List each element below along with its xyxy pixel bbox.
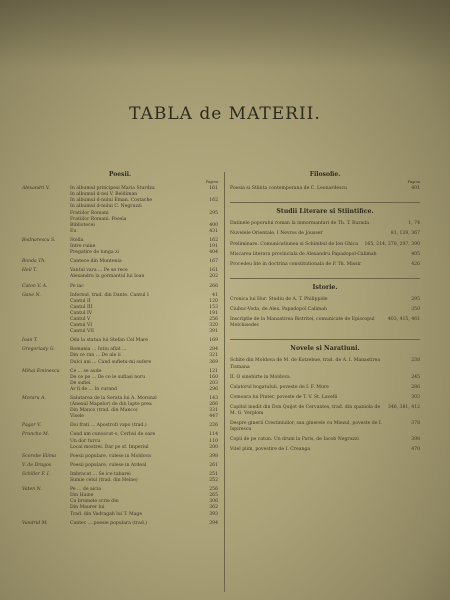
toc-entry-page: 161 [209,186,218,192]
toc-entry-page: 266 [209,283,218,289]
toc-entries [70,432,218,450]
toc-entry-page: 398 [411,437,420,443]
toc-entry-page: 362 [209,505,218,511]
toc-entry [70,521,218,527]
toc-entry-page: 426 [411,261,420,267]
toc-entries [70,284,218,290]
toc-author-group [22,338,218,344]
toc-entry [230,186,420,192]
toc-entry [230,437,420,443]
toc-entry-page: 153 [209,304,218,310]
toc-entry [70,463,218,469]
toc-entry-page: 331 [209,408,218,414]
toc-entry-page: 41 [212,292,218,298]
toc-entry-title: Procedeu lite in doctrina constitutionala de P. Th. Missir [230,261,362,267]
novele-heading: Novele si Naratiuni. [290,345,360,353]
toc-entry-title: Trad. din Vadragah lui T. Mage [70,511,143,517]
toc-entry-page: 121 [209,368,218,374]
istorie-list [230,297,420,329]
toc-entry-title: In albumul d-nei V. Beldiman [70,192,138,198]
toc-entries [70,338,218,344]
toc-entries [70,521,218,527]
toc-entry-title: Nuvelele Orientale. I Nevros de Jousser [230,231,323,237]
toc-entry-title: Cantul II [70,298,91,304]
toc-entry-page: 295 [209,210,218,216]
toc-entry-page: 447 [209,414,218,420]
toc-entry-title: Cantece din Muntenia [70,259,122,265]
toc-entry-page: 321 [209,353,218,359]
toc-entry-title: Din Maurer lui [70,505,105,511]
toc-entry-title: Din ce ran ... De ale ii [70,353,121,359]
toc-entry-page: 306 [209,499,218,505]
toc-entry [230,385,420,391]
toc-entry-page: 191 [209,310,218,316]
toc-entry-title: Ce ... se aude [70,368,102,374]
toc-entry-page: 400 [209,222,218,228]
toc-entry-title: Cand am cunoscut-o, Cerbul de oare [70,432,156,438]
toc-author: Scorobe Elima [22,453,56,459]
toc-entry-title: Romania ... Intiu aflat ... [70,347,127,353]
toc-entry-page: 431 [209,228,218,234]
toc-entry-title: Copii de pe catun. Un drum la Paris, de Iacob Negruzzi [230,437,359,443]
toc-entry-page: 398 [209,453,218,459]
toc-author-group [22,284,218,290]
toc-entry-page: 143 [209,396,218,401]
toc-author-group [22,396,218,420]
toc-entries [70,463,218,469]
toc-entry [230,447,420,453]
toc-entry [230,262,420,268]
toc-author: Bodnarescu S. [22,237,56,243]
toc-entry [70,250,218,256]
toc-entry [70,445,218,451]
toc-entry [230,317,420,329]
toc-entry [230,242,420,248]
toc-entry-title: Dulci ani ... Cand sufletu-mi sufere [70,359,152,365]
toc-entry-title: Ciubuc-Voda, de Alex. Papadopol Calimah [230,307,327,313]
toc-entry [70,512,218,518]
toc-entry-title: (Anexul Mapelor) de din lapte prea [70,402,152,408]
toc-entry-title: Vitel plim, povestire de I. Creanga [230,447,311,453]
toc-entry-page: 296 [209,386,218,392]
toc-entry-page: 203 [209,380,218,386]
toc-entry-title: Cantul III [70,304,93,310]
toc-author-group [22,521,218,527]
prose-column [230,172,420,463]
toc-entry-page: 378 [411,421,420,427]
toc-entry-page: 120 [209,298,218,304]
toc-entry-title: Fratiilor Romani [70,210,109,216]
toc-author: Vaten N. [22,487,42,493]
toc-entry-page: 391 [209,329,218,335]
column-divider [224,172,225,592]
pagina-label-left: Pagina [205,180,218,185]
toc-entry-title: Pe ... de aicia [70,487,102,493]
toc-entry-title: Calatorul bogatuluii, poveste de I. F. Mure [230,384,329,390]
toc-author: Ioan T. [22,338,38,344]
toc-entry-title: Infernul, trad. din Dante. Cantul I [70,292,149,298]
toc-entry-title: In albumul principesi Maria Sturdza [70,186,155,192]
toc-entry [70,454,218,460]
toc-author: Schiller F. I. [22,471,51,477]
toc-entry-title: Din Manco (trad. din Manco) [70,408,138,414]
toc-entry-page: 162 [209,198,218,204]
toc-entry [70,423,218,429]
toc-entry [70,284,218,290]
toc-entry-page: 165, 214, 270, 297, 390 [364,241,420,247]
toc-author-group [22,423,218,429]
toc-author-group [22,487,218,517]
toc-entry-page: 346, 381, 412 [387,404,420,410]
toc-entry-page: 200 [209,444,218,450]
toc-entry [230,297,420,303]
toc-author-group [22,186,218,235]
poesii-heading: Poesii. [108,171,132,178]
toc-entry-title: Fratiilor Romani. Poesia [70,216,127,222]
toc-entries [70,369,218,393]
toc-entry-page: 245 [411,374,420,380]
toc-entry-page: 303 [411,394,420,400]
toc-entry [70,259,218,265]
toc-author-group [22,472,218,484]
toc-entry [230,231,420,237]
toc-entry-page: 369 [209,359,218,365]
toc-entry-title: Cantul IV [70,310,93,316]
toc-entry-title: Pregatire de lunga zi [70,250,119,256]
toc-author-group [22,369,218,393]
toc-entry-title: Pe lac [70,283,84,289]
toc-entry-title: Cronica lui Hur. Studiu de A. T. Philippide [230,296,328,302]
toc-entry-page: 350 [411,307,420,313]
toc-entry-page: 286 [411,384,420,390]
toc-entry-title: Local mostrei. Dar pe sf. Imperiul [70,444,149,450]
toc-entry [70,329,218,335]
toc-entry-title: Doi frati ... Apostrofi vapo (trad.) [70,423,147,429]
toc-entries [70,186,218,235]
toc-author: Bonda Th. [22,259,46,265]
toc-entry-title: Miscarea literara provinciala de Alexandru Papadopol-Calimah [230,251,377,257]
page-title: TABLA de MATERII. [129,104,321,124]
toc-entry-page: 265 [209,493,218,499]
toc-entry-page: 266 [209,402,218,408]
toc-entries [70,423,218,429]
toc-entry [70,387,218,393]
toc-entry-title: Comoara lui Pinter, poveste de T. V. St. Lavelli [230,394,338,400]
poesii-list [22,186,218,527]
toc-author: Vandrid M. [22,520,48,526]
toc-author-group [22,454,218,460]
toc-entry-page: 405 [411,251,420,257]
toc-entry [70,338,218,344]
toc-entry-title: Cantul VI [70,323,93,329]
toc-entry-title: Cantec ... poesie populara (trad.) [70,520,148,526]
toc-entry-page: 161 [209,268,218,274]
toc-entry-title: II. O sinehirte in Moldova [230,374,290,380]
toc-entry-page: 251 [209,471,218,477]
filosofie-heading: Filosofie. [309,171,341,178]
poesii-column [22,172,218,530]
toc-entry-page: 167 [209,259,218,265]
toc-author: Alexandri V. [22,186,50,192]
toc-entry-title: Vantul vara ... Pe se rece [70,268,128,274]
toc-entry [230,358,420,370]
toc-author: V. de Dragos [22,462,52,468]
toc-entry-title: Cantul VII [70,329,94,335]
toc-entry [230,405,420,417]
toc-entry-title: Imbracat ... Se ice tabarei [70,471,131,477]
toc-entry-page: 1, 74 [408,221,420,227]
toc-entry-title: Despre ginerii Crestiniuilor, sau ginerele cu Miezul, poveste de I. Ispirescu [230,421,383,433]
toc-author: Caton V. A. [22,283,48,289]
toc-author: Mihai Eminescu [22,368,60,374]
toc-entry-page: 470 [411,447,420,453]
toc-entry [230,252,420,258]
toc-entry-page: 81, 139, 367 [390,231,420,237]
toc-entries [70,472,218,484]
toc-entry [230,421,420,433]
toc-entry [230,221,420,227]
toc-entry-title: De sufiei [70,380,91,386]
toc-entry-page: 284 [209,347,218,353]
toc-author-group [22,259,218,265]
toc-entry-title: Oda la statua lui Stefan Cel Mare [70,338,148,344]
toc-entry-title: Poesia si Stiinta contemporana de C. Leonardescu [230,186,348,192]
toc-entry-title: In albumul d-nului C. Negruzzi [70,204,142,210]
toc-entry-title: Ar fi de ... In curand [70,386,118,392]
toc-entry-title: Intre ruine [70,244,96,250]
toc-entry-page: 110 [209,438,218,444]
toc-entry [70,360,218,366]
toc-entry-page: 114 [209,432,218,438]
toc-author-group [22,463,218,469]
toc-author: Pagor V. [22,423,41,429]
toc-entry [70,478,218,484]
toc-entries [70,259,218,265]
toc-entry-title: In albumul d-nului Eman. Costache [70,198,153,204]
toc-entry [70,414,218,420]
section-rule [230,202,420,203]
toc-author-group [22,293,218,336]
toc-entry-page: 162 [209,237,218,243]
toc-entry-title: De ce pe ... De ce le suflasi noru [70,374,146,380]
toc-author: Pruncho M. [22,432,50,438]
toc-entry-title: Preliminare. Comunicatiunea si Schimbul de Ion Ghica [230,241,358,247]
toc-author-group [22,238,218,256]
studii-list [230,221,420,267]
toc-entry-page: 394 [209,520,218,526]
toc-entry-page: 403, 415, 461 [387,317,420,323]
toc-entry-page: 202 [209,274,218,280]
toc-entry-title: Eu [70,228,77,234]
toc-entry-title: Cantul V [70,316,91,322]
toc-entry [230,307,420,313]
toc-entries [70,238,218,256]
toc-entry-title: Bibliotecei [70,222,95,228]
toc-entry-title: Poesii populare, culese in Moldova [70,453,151,459]
istorie-heading: Istorie. [312,283,338,291]
toc-entries [70,293,218,336]
toc-entry-title: Alexandru la gormantul lui Ioan [70,274,145,280]
toc-entries [70,487,218,517]
toc-author-group [22,268,218,280]
toc-author: Gregoriady G. [22,347,55,353]
toc-entry-title: Din Haine [70,493,94,499]
toc-entry [70,229,218,235]
toc-entry [230,375,420,381]
toc-entry-page: 404 [209,250,218,256]
toc-entry-title: Sumie celui (trad. din Heine) [70,478,138,484]
toc-entry [230,395,420,401]
toc-entries [70,454,218,460]
toc-entry-title: Un dor turcu [70,438,101,444]
toc-entry-page: 320 [209,323,218,329]
toc-entry-title: Capitol inedit din Don Quijot de Cervantes, trad. din spaniola de M. G. Verplom [230,404,381,416]
toc-entry-page: 401 [411,186,420,192]
toc-entry-title: Ca brumele scrie din [70,499,119,505]
toc-entry-title: Datinele poporului roman la inmormantari de Th. T. Burada [230,221,369,227]
toc-author-group [22,347,218,365]
toc-entry-page: 256 [209,487,218,493]
toc-entry-title: Stella [70,237,84,243]
toc-entry-page: 191 [209,244,218,250]
toc-author-group [22,432,218,450]
toc-entry-page: 393 [209,511,218,517]
toc-entries [70,396,218,420]
toc-entry-title: Salutarea de la Serata lui A. Morunzi [70,396,157,401]
toc-entry-page: 252 [209,478,218,484]
toc-entries [70,347,218,365]
toc-entry-page: 256 [209,316,218,322]
toc-author: Heil T. [22,268,37,274]
toc-entry [70,274,218,280]
toc-entry-title: Visele [70,414,84,420]
novele-list [230,358,420,453]
section-rule [230,339,420,340]
toc-entries [70,268,218,280]
toc-entry-page: 160 [209,374,218,380]
toc-author: Moraru A. [22,396,46,401]
toc-entry-title: Schite din Moldova de M. de Kotzebue, trad. de A. I. Manastirea Tismana [230,358,381,370]
toc-entry-page: 261 [209,462,218,468]
toc-entry-page: 295 [411,296,420,302]
section-rule [230,278,420,279]
toc-entry-page: 226 [209,423,218,429]
filosofie-list [230,186,420,192]
studii-heading: Studii Literare si Stiintifice. [276,208,374,216]
pagina-label-right: Pagina [407,180,420,185]
toc-entry-page: 238 [411,358,420,364]
toc-author: Gane N. [22,292,41,298]
toc-entry-page: 169 [209,338,218,344]
toc-entry-title: Inscriptie de la Manastirea Bistritei, comunicate de Episcopul Melchisedec [230,317,375,329]
toc-entry-title: Poesii populare, culese in Ardeal [70,462,147,468]
